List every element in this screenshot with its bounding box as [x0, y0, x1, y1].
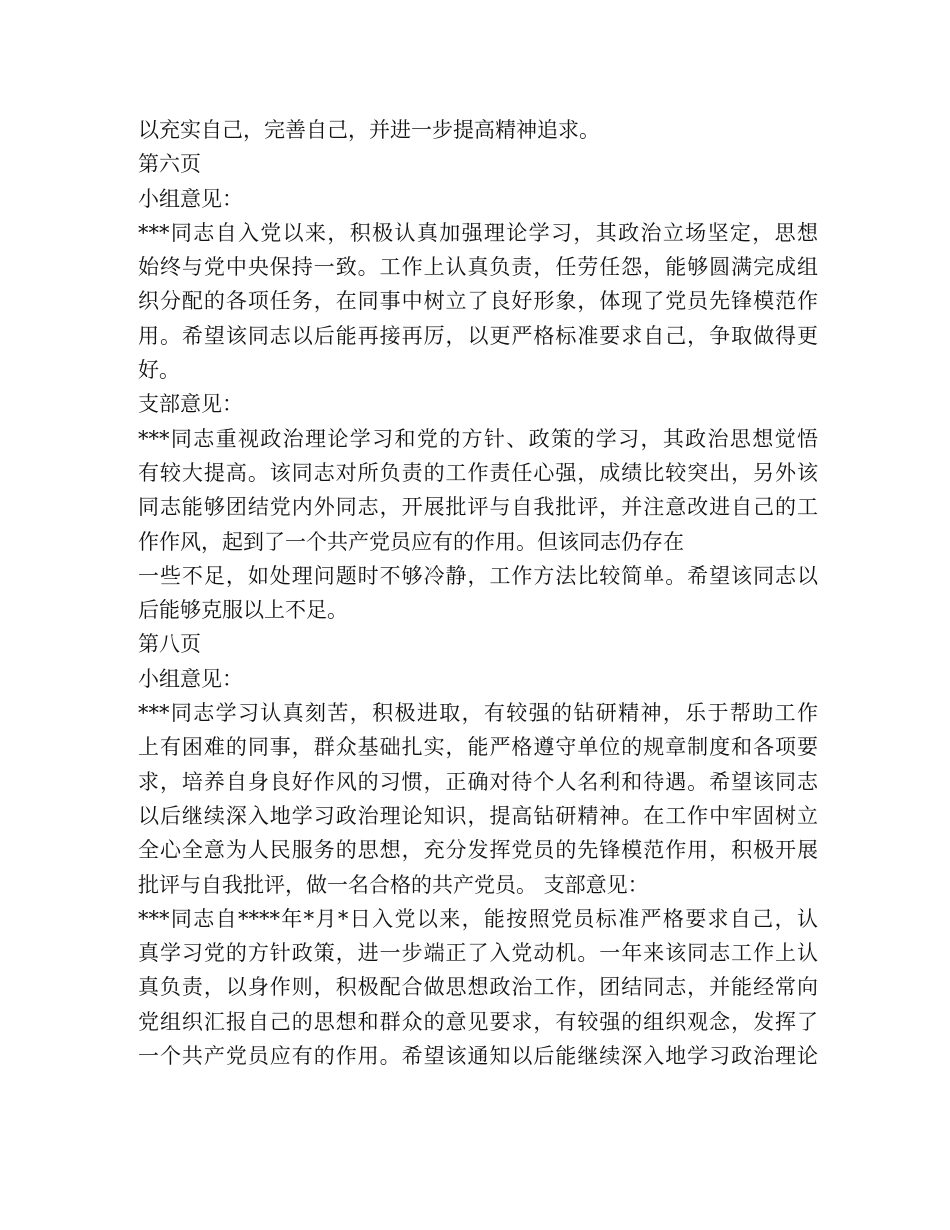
text-line: 有较大提高。该同志对所负责的工作责任心强，成绩比较突出，另外该 — [138, 460, 818, 485]
text-line: 全心全意为人民服务的思想，充分发挥党员的先锋模范作用，积极开展 — [138, 838, 818, 863]
text-line: 党组织汇报自己的思想和群众的意见要求，有较强的组织观念，发挥了 — [138, 1009, 818, 1034]
text-line: 同志能够团结党内外同志，开展批评与自我批评，并注意改进自己的工 — [138, 495, 818, 520]
text-line: 一个共产党员应有的作用。希望该通知以后能继续深入地学习政治理论 — [138, 1044, 818, 1069]
subsection-heading: 小组意见： — [138, 666, 243, 691]
text-line: 用。希望该同志以后能再接再厉，以更严格标准要求自己，争取做得更 — [138, 323, 818, 348]
section-heading: 第八页 — [138, 632, 201, 657]
text-line: 以后继续深入地学习政治理论知识，提高钻研精神。在工作中牢固树立 — [138, 803, 818, 828]
text-line: ***同志重视政治理论学习和党的方针、政策的学习，其政治思想觉悟 — [138, 426, 818, 451]
text-line: 真负责，以身作则，积极配合做思想政治工作，团结同志，并能经常向 — [138, 975, 818, 1000]
subsection-heading: 支部意见： — [138, 392, 243, 417]
text-line: 求，培养自身良好作风的习惯，正确对待个人名利和待遇。希望该同志 — [138, 769, 818, 794]
text-line: ***同志自****年*月*日入党以来，能按照党员标准严格要求自己，认 — [138, 906, 818, 931]
document-body — [138, 113, 818, 1073]
text-line: 织分配的各项任务，在同事中树立了良好形象，体现了党员先锋模范作 — [138, 289, 818, 314]
text-line: 一些不足，如处理问题时不够冷静，工作方法比较简单。希望该同志以 — [138, 563, 818, 588]
subsection-heading: 小组意见： — [138, 186, 243, 211]
text-line: 批评与自我批评，做一名合格的共产党员。 支部意见： — [138, 872, 649, 897]
text-line: 始终与党中央保持一致。工作上认真负责，任劳任怨，能够圆满完成组 — [138, 255, 818, 280]
text-line: 以充实自己，完善自己，并进一步提高精神追求。 — [138, 118, 600, 142]
section-heading: 第六页 — [138, 152, 201, 177]
text-line: 上有困难的同事，群众基础扎实，能严格遵守单位的规章制度和各项要 — [138, 735, 818, 760]
text-line: 好。 — [138, 358, 180, 383]
text-line: ***同志自入党以来，积极认真加强理论学习，其政治立场坚定，思想 — [138, 220, 818, 245]
text-line: ***同志学习认真刻苦，积极进取，有较强的钻研精神，乐于帮助工作 — [138, 701, 818, 726]
text-line: 真学习党的方针政策，进一步端正了入党动机。一年来该同志工作上认 — [138, 941, 818, 966]
text-line: 后能够克服以上不足。 — [138, 598, 348, 623]
text-line: 作作风，起到了一个共产党员应有的作用。但该同志仍存在 — [138, 529, 684, 554]
